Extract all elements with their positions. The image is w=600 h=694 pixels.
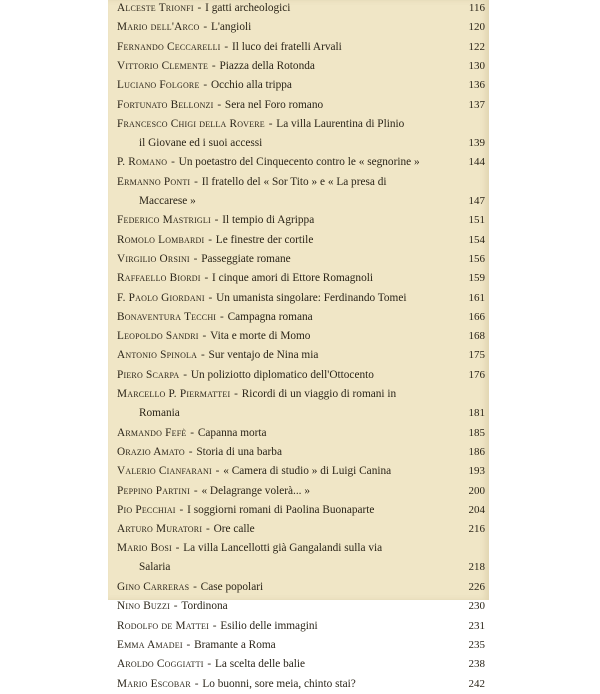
toc-separator: - <box>231 388 241 400</box>
toc-author: Aroldo Coggiatti <box>117 658 204 671</box>
toc-author: Antonio Spinola <box>117 349 198 362</box>
toc-page-number: 166 <box>468 310 485 323</box>
toc-author: Vittorio Clemente <box>117 59 209 72</box>
toc-separator: - <box>198 349 208 362</box>
toc-title: Vita e morte di Momo <box>210 330 311 343</box>
toc-entry <box>117 0 489 18</box>
toc-title: Occhio alla trippa <box>210 79 292 92</box>
toc-line <box>117 269 489 288</box>
toc-separator: - <box>265 117 276 130</box>
toc-line <box>117 578 489 597</box>
toc-separator: - <box>170 600 181 613</box>
toc-page-number: 144 <box>468 156 485 169</box>
toc-title: La scelta delle balie <box>215 658 306 671</box>
toc-separator: - <box>183 638 194 651</box>
toc-line <box>117 173 489 192</box>
toc-author: Ermanno Ponti <box>117 175 191 188</box>
toc-line <box>117 501 489 520</box>
toc-page-number: 147 <box>468 194 485 207</box>
toc-author: Arturo Muratori <box>117 523 203 536</box>
toc-entry <box>117 443 489 462</box>
toc-author: Valerio Cianfarani <box>117 465 212 478</box>
toc-page-number: 230 <box>468 600 485 613</box>
toc-line <box>117 520 489 539</box>
toc-entry <box>117 675 489 694</box>
toc-entry <box>117 482 489 501</box>
toc-page-number: 181 <box>468 407 485 419</box>
toc-line <box>117 0 489 18</box>
toc-separator: - <box>214 98 224 111</box>
toc-author: Francesco Chigi della Rovere <box>117 117 265 130</box>
toc-page-number: 154 <box>468 233 485 246</box>
toc-author: Virgilio Orsini <box>117 252 190 265</box>
toc-separator: - <box>200 79 210 92</box>
toc-entry <box>117 346 489 365</box>
toc-title: « Delagrange volerà... » <box>201 484 310 497</box>
toc-author: Fortunato Bellonzi <box>117 98 214 111</box>
toc-title: Il luco dei fratelli Arvali <box>231 40 342 53</box>
toc-author: Rodolfo de Mattei <box>117 619 209 632</box>
toc-title: Ricordi di un viaggio di romani in <box>241 388 397 400</box>
toc-separator: - <box>209 59 219 72</box>
toc-title: Case popolari <box>200 581 264 593</box>
toc-title: Sera nel Foro romano <box>224 98 324 111</box>
toc-author: Piero Scarpa <box>117 368 180 381</box>
toc-separator: - <box>199 330 210 343</box>
toc-separator: - <box>190 252 201 265</box>
toc-line <box>117 289 489 308</box>
toc-author: Peppino Partini <box>117 484 191 497</box>
toc-title: Esilio delle immagini <box>220 619 318 632</box>
toc-author: Nino Buzzi <box>117 600 170 613</box>
toc-page-number: 200 <box>468 484 485 497</box>
toc-entry <box>117 57 489 76</box>
toc-page-number: 175 <box>468 349 485 362</box>
toc-entry <box>117 539 489 577</box>
toc-title: Storia di una barba <box>196 445 282 458</box>
toc-line <box>117 250 489 269</box>
toc-line <box>117 675 489 694</box>
toc-title-continuation: Maccarese » <box>139 194 196 207</box>
toc-entry <box>117 115 489 153</box>
toc-author: F. Paolo Giordani <box>117 291 205 304</box>
toc-entry <box>117 76 489 95</box>
toc-title: La villa Laurentina di Plinio <box>276 117 405 130</box>
toc-separator: - <box>180 368 190 381</box>
toc-page-number: 116 <box>468 2 485 14</box>
toc-separator: - <box>191 484 201 497</box>
toc-entry <box>117 173 489 211</box>
toc-title: I cinque amori di Ettore Romagnoli <box>212 272 373 285</box>
toc-line <box>117 38 489 57</box>
toc-separator: - <box>191 175 201 188</box>
toc-title: La villa Lancellotti già Gangalandi sulla via <box>183 542 383 555</box>
toc-page-number: 137 <box>468 98 485 111</box>
toc-line-continuation <box>117 192 489 211</box>
toc-line <box>117 385 489 404</box>
toc-line-continuation <box>117 558 489 577</box>
toc-title: Sur ventajo de Nina mia <box>208 349 319 362</box>
toc-line <box>117 443 489 462</box>
toc-entry <box>117 38 489 57</box>
toc-separator: - <box>211 214 222 227</box>
toc-page-number: 231 <box>468 619 485 632</box>
toc-title-continuation: Salaria <box>139 561 171 574</box>
toc-entry <box>117 308 489 327</box>
toc-entry <box>117 462 489 481</box>
toc-separator: - <box>204 658 215 671</box>
toc-line <box>117 482 489 501</box>
toc-author: Federico Mastrigli <box>117 214 211 227</box>
toc-title: Un poliziotto diplomatico dell'Ottocento <box>190 368 374 381</box>
toc-author: Mario dell'Arco <box>117 21 200 34</box>
toc-line <box>117 366 489 385</box>
toc-page-number: 120 <box>468 21 485 34</box>
toc-page-number: 193 <box>468 465 485 478</box>
toc-line <box>117 539 489 558</box>
toc-entry <box>117 385 489 423</box>
toc-author: Marcello P. Piermattei <box>117 388 231 400</box>
toc-entry <box>117 520 489 539</box>
toc-entry <box>117 366 489 385</box>
toc-title: « Camera di studio » di Luigi Canina <box>223 465 392 478</box>
toc-author: Luciano Folgore <box>117 79 200 92</box>
toc-page-number: 235 <box>468 638 485 651</box>
toc-separator: - <box>191 677 202 690</box>
toc-page-number: 186 <box>468 445 485 458</box>
toc-author: Mario Escobar <box>117 677 191 690</box>
toc-page-number: 168 <box>468 330 485 343</box>
toc-author: Gino Carreras <box>117 581 190 593</box>
toc-title-continuation: il Giovane ed i suoi accessi <box>139 136 263 149</box>
toc-line-continuation <box>117 404 489 423</box>
toc-line <box>117 211 489 230</box>
toc-page-number: 136 <box>468 79 485 92</box>
toc-page-number: 176 <box>468 368 485 381</box>
toc-page-number: 216 <box>468 523 485 536</box>
toc-line <box>117 76 489 95</box>
toc-title: Un poetastro del Cinquecento contro le « segnorine » <box>178 156 420 169</box>
toc-entry <box>117 636 489 655</box>
toc-entry <box>117 597 489 616</box>
toc-line <box>117 308 489 327</box>
toc-page-number: 242 <box>468 677 485 690</box>
toc-title: Bramante a Roma <box>194 638 276 651</box>
toc-line <box>117 327 489 346</box>
toc-page-number: 161 <box>468 291 485 304</box>
toc-title: Le finestre der cortile <box>215 233 314 246</box>
toc-author: Mario Bosi <box>117 542 172 555</box>
toc-line <box>117 96 489 115</box>
toc-entry <box>117 18 489 37</box>
toc-line <box>117 153 489 172</box>
toc-line-continuation <box>117 134 489 153</box>
toc-title-continuation: Romania <box>139 407 180 419</box>
toc-title: Lo buonni, sore meia, chinto stai? <box>202 677 356 690</box>
toc-entry <box>117 424 489 443</box>
toc-separator: - <box>185 445 196 458</box>
toc-title: Passeggiate romane <box>201 252 291 265</box>
toc-separator: - <box>176 503 187 516</box>
toc-page-number: 159 <box>468 272 485 285</box>
toc-entry <box>117 153 489 172</box>
toc-separator: - <box>201 272 212 285</box>
toc-entry <box>117 211 489 230</box>
toc-author: Leopoldo Sandri <box>117 330 199 343</box>
toc-separator: - <box>200 21 210 34</box>
toc-separator: - <box>187 426 197 439</box>
toc-page-number: 204 <box>468 503 485 516</box>
toc-separator: - <box>194 2 205 14</box>
toc-page-number: 226 <box>468 581 485 593</box>
toc-separator: - <box>221 40 231 53</box>
toc-page-number: 139 <box>468 136 485 149</box>
toc-separator: - <box>190 581 200 593</box>
toc-title: Tordinona <box>181 600 228 613</box>
toc-line <box>117 231 489 250</box>
toc-separator: - <box>172 542 183 555</box>
toc-title: Campagna romana <box>227 310 313 323</box>
toc-page-number: 218 <box>468 561 485 574</box>
toc-author: Fernando Ceccarelli <box>117 40 221 53</box>
toc-separator: - <box>209 619 220 632</box>
toc-title: Il fratello del « Sor Tito » e « La presa di <box>201 175 387 188</box>
toc-entry <box>117 655 489 674</box>
toc-entry <box>117 269 489 288</box>
toc-page-number: 130 <box>468 59 485 72</box>
toc-author: P. Romano <box>117 156 168 169</box>
toc-line <box>117 346 489 365</box>
toc-title: Piazza della Rotonda <box>219 59 315 72</box>
book-page <box>108 0 489 690</box>
toc-author: Emma Amadei <box>117 638 183 651</box>
toc-page-number: 185 <box>468 426 485 439</box>
toc-page-number: 156 <box>468 252 485 265</box>
toc-line <box>117 636 489 655</box>
toc-entry <box>117 327 489 346</box>
table-of-contents <box>108 0 489 690</box>
toc-entry <box>117 250 489 269</box>
toc-separator: - <box>203 523 213 536</box>
toc-separator: - <box>205 291 216 304</box>
toc-title: Ore calle <box>213 523 255 536</box>
toc-entry <box>117 501 489 520</box>
toc-entry <box>117 617 489 636</box>
toc-line <box>117 115 489 134</box>
toc-author: Armando Fefè <box>117 426 187 439</box>
toc-separator: - <box>212 465 223 478</box>
toc-line <box>117 655 489 674</box>
toc-line <box>117 597 489 616</box>
toc-entry <box>117 289 489 308</box>
toc-author: Pio Pecchiai <box>117 503 176 516</box>
toc-author: Romolo Lombardi <box>117 233 205 246</box>
toc-separator: - <box>205 233 215 246</box>
toc-line <box>117 424 489 443</box>
toc-line <box>117 18 489 37</box>
toc-title: L'angioli <box>210 21 252 34</box>
toc-title: Un umanista singolare: Ferdinando Tomei <box>216 291 407 304</box>
toc-line <box>117 617 489 636</box>
toc-page-number: 238 <box>468 658 485 671</box>
toc-line <box>117 57 489 76</box>
toc-entry <box>117 578 489 597</box>
toc-title: Capanna morta <box>197 426 267 439</box>
toc-author: Raffaello Biordi <box>117 272 201 285</box>
toc-line <box>117 462 489 481</box>
toc-separator: - <box>217 310 227 323</box>
toc-author: Alceste Trionfi <box>117 2 194 14</box>
toc-entry <box>117 231 489 250</box>
toc-author: Orazio Amato <box>117 445 185 458</box>
toc-title: I soggiorni romani di Paolina Buonaparte <box>187 503 375 516</box>
toc-page-number: 122 <box>468 40 485 53</box>
toc-title: I gatti archeologici <box>205 2 291 14</box>
toc-separator: - <box>168 156 178 169</box>
toc-author: Bonaventura Tecchi <box>117 310 217 323</box>
toc-title: Il tempio di Agrippa <box>222 214 315 227</box>
toc-entry <box>117 96 489 115</box>
toc-page-number: 151 <box>468 214 485 227</box>
